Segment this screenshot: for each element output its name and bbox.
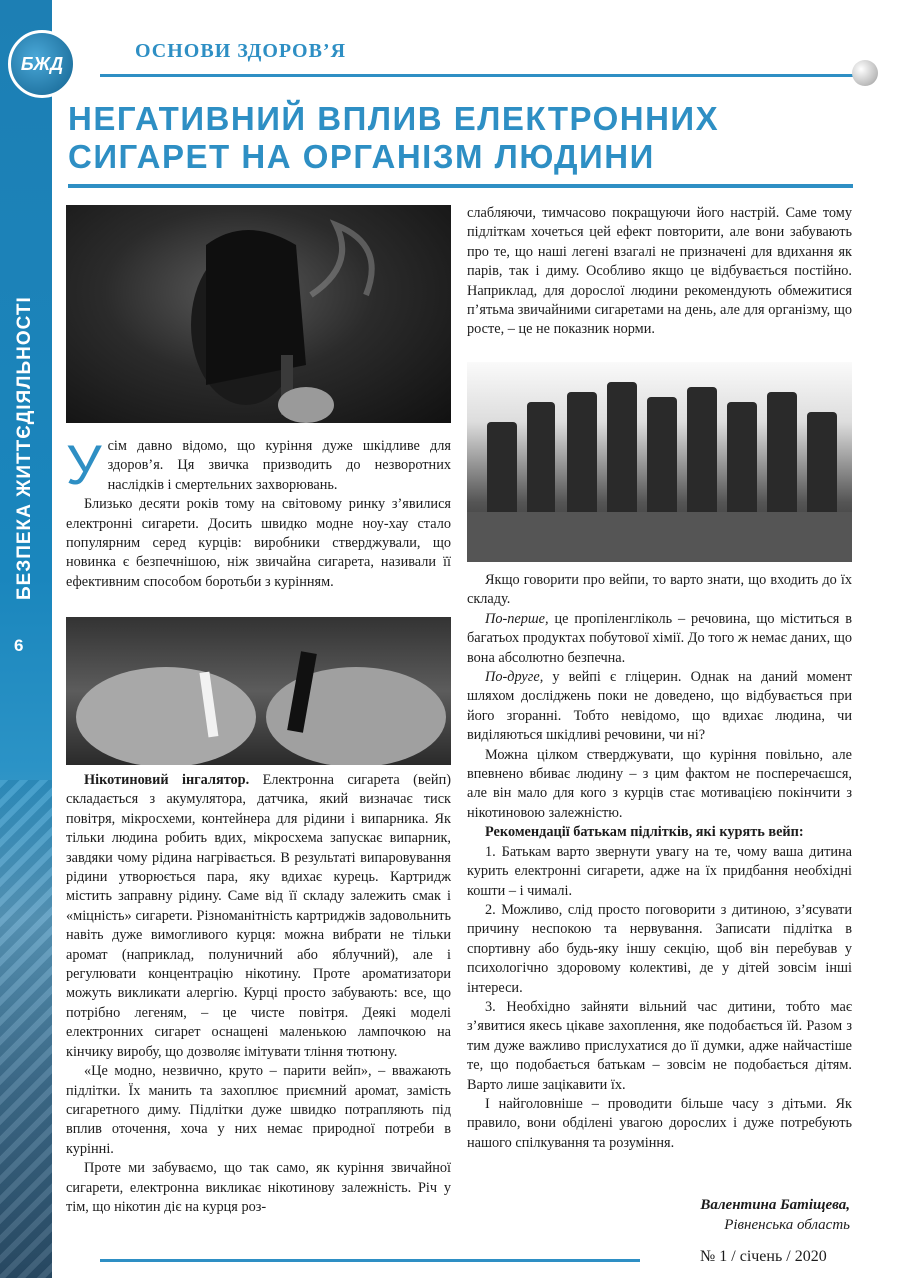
- sidebar-vertical-title: [14, 576, 36, 600]
- recommendation-2: 2. Можливо, слід просто поговорити з дитиною, з’ясувати причину неспокою та нервування. Записати підлітка в спортивну або будь-яку іншу секцію, щоб він перебував у психологічно здоровому колективі, де у дітей зовсім інші інтереси.: [467, 901, 852, 996]
- article-title: НЕГАТИВНИЙ ВПЛИВ ЕЛЕКТРОННИХ СИГАРЕТ НА ОРГАНІЗМ ЛЮДИНИ: [68, 100, 720, 175]
- page-number: 6: [14, 636, 24, 655]
- decorative-ball-icon: [852, 60, 878, 86]
- sidebar-decoration: [0, 780, 52, 1278]
- drop-cap: У: [66, 433, 102, 496]
- photo-cigarette-vs-vape: [66, 617, 451, 765]
- photo-woman-vaping-illustration: [66, 205, 451, 423]
- author-region: Рівненська область: [724, 1217, 850, 1233]
- column-2-bottom: Якщо говорити про вейпи, то варто знати, що входить до їх складу. По-перше, це пропіленгліколь – речовина, що міститься в багатьох продуктах побутової хімії. До того ж немає даних, що вона абсолютно безпечна. По-друге, у вейпі є гліцерин. Однак на даний момент шляхом досліджень поки не доведено, що відбувається при його згоранні. Тобто невідомо, що вдихає людина, чи виділяються шкідливі речовини, чи ні? Можна цілком стверджувати, що куріння повільно, але впевнено вбиває людину – з цим фактом не посперечаєшся, але він мало для кого з курців стає мотивацією покінчити з нікотиновою залежністю. Рекомендації батькам підлітків, які курять вейп: 1. Батькам варто звернути увагу на те, чому ваша дитина курить електронні сигарети, адже на їх придбання необхідні кошти – і чималі. 2. Можливо, слід просто поговорити з дитиною, з’ясувати причину неспокою та нервування. Записати підлітка в спортивну або будь-яку іншу секцію, щоб він перебував у психологічно здоровому колективі, де у дітей зовсім інші інтереси. 3. Необхідно зайняти вільний час дитини, тобто має з’явитися якесь цікаве захоплення, яке подобається їй. Разом з тим дуже важливо прислухатися до її думки, адже найчастіше те, що подобається батькам – зовсім не подобається дітям. Варто лише зацікавити їх. І найголовніше – проводити більше часу з дітьми. Як правило, вони обділені увагою дорослих і дуже потребують нашого спілкування та розуміння.: [467, 572, 852, 1151]
- author-signature: [560, 1195, 850, 1235]
- sidebar: [0, 0, 52, 1278]
- issue-footer: № 1 / січень / 2020: [700, 1248, 827, 1265]
- title-divider: [68, 184, 853, 188]
- photo-woman-vaping: [66, 205, 451, 423]
- footer-divider: [100, 1259, 640, 1262]
- photo-bottles-illustration: [467, 362, 852, 562]
- recommendation-3: 3. Необхідно зайняти вільний час дитини, тобто має з’явитися якесь цікаве захоплення, яке подобається їй. Разом з тим дуже важливо прислухатися до її думки, адже найчастіше те, що подобається батькам – зовсім не подобається дітям. Варто лише зацікавити їх.: [467, 998, 852, 1093]
- recommendations-heading: Рекомендації батькам підлітків, які курять вейп:: [485, 824, 804, 841]
- section-divider: [100, 74, 860, 77]
- column-2-top: слабляючи, тимчасово покращуючи його настрій. Саме тому підліткам хочеться цей ефект повторити, але вони забувають про те, що наші легені взагалі не призначені для вдихання як парів, так і диму. Особливо якщо це відбувається постійно. Наприклад, для дорослої людини рекомендують обмежитися п’ятьма звичайними сигаретами на день, але для організму, що росте, – це не показник норми.: [467, 205, 852, 338]
- bzhd-logo: БЖД: [8, 30, 76, 98]
- section-title: ОСНОВИ ЗДОРОВ’Я: [135, 40, 347, 62]
- photo-hands-illustration: [66, 617, 451, 765]
- column-1-bottom: Нікотиновий інгалятор. Електронна сигарета (вейп) складається з акумулятора, датчика, який визначає тиск повітря, мікросхеми, контейнера для рідини і випарника. Як тільки людина робить вдих, мікросхема запускає випарник, завдяки чому рідина нагрівається. В результаті випаровування рідини утворюється пара, яку вдихає курець. Картридж містить заправну рідину. Саме від її складу залежить смак і «міцність» сигарети. Різноманітність картриджів задовольнить навіть дуже вимогливого курця: можна вибрати не тільки аромат (наприклад, полуничний або яблучний), але і регулювати концентрацію нікотину. Проте ароматизатори можуть викликати алергію. Курці просто забувають: все, що потрібно легеням, – це чисте повітря. Деякі моделі електронних сигарет оснащені маленькою лампочкою на кінчику виробу, що дозволяє імітувати тління тютюну. «Це модно, незвично, круто – парити вейп», – вважають підлітки. Їх манить та захоплює приємний аромат, замість сигаретного диму. Підлітки дуже швидко потрапляють під вплив оточення, хоча у них немає природної потреби в курінні. Проте ми забуваємо, що так само, як куріння звичайної сигарети, електронна викликає нікотинову залежність. Річ у тім, що нікотин діє на курця роз-: [66, 772, 451, 1215]
- column-1-top: Усім давно відомо, що куріння дуже шкідливе для здоров’я. Ця звичка призводить до незворотних наслідків і смертельних захворювань. Близько десяти років тому на світовому ринку з’явилися електронні сигарети. Досить швидко модне ноу-хау стало популярним серед курців: виробники стверджували, що новинка є безпечнішою, ніж звичайна сигарета, називали її ефективним способом боротьби з курінням.: [66, 433, 451, 590]
- author-name: Валентина Батіщева,: [700, 1197, 850, 1213]
- recommendation-1: 1. Батькам варто звернути увагу на те, чому ваша дитина курить електронні сигарети, адже на їх придбання необхідні кошти – і чималі.: [467, 843, 852, 899]
- photo-eliquid-bottles: [467, 362, 852, 562]
